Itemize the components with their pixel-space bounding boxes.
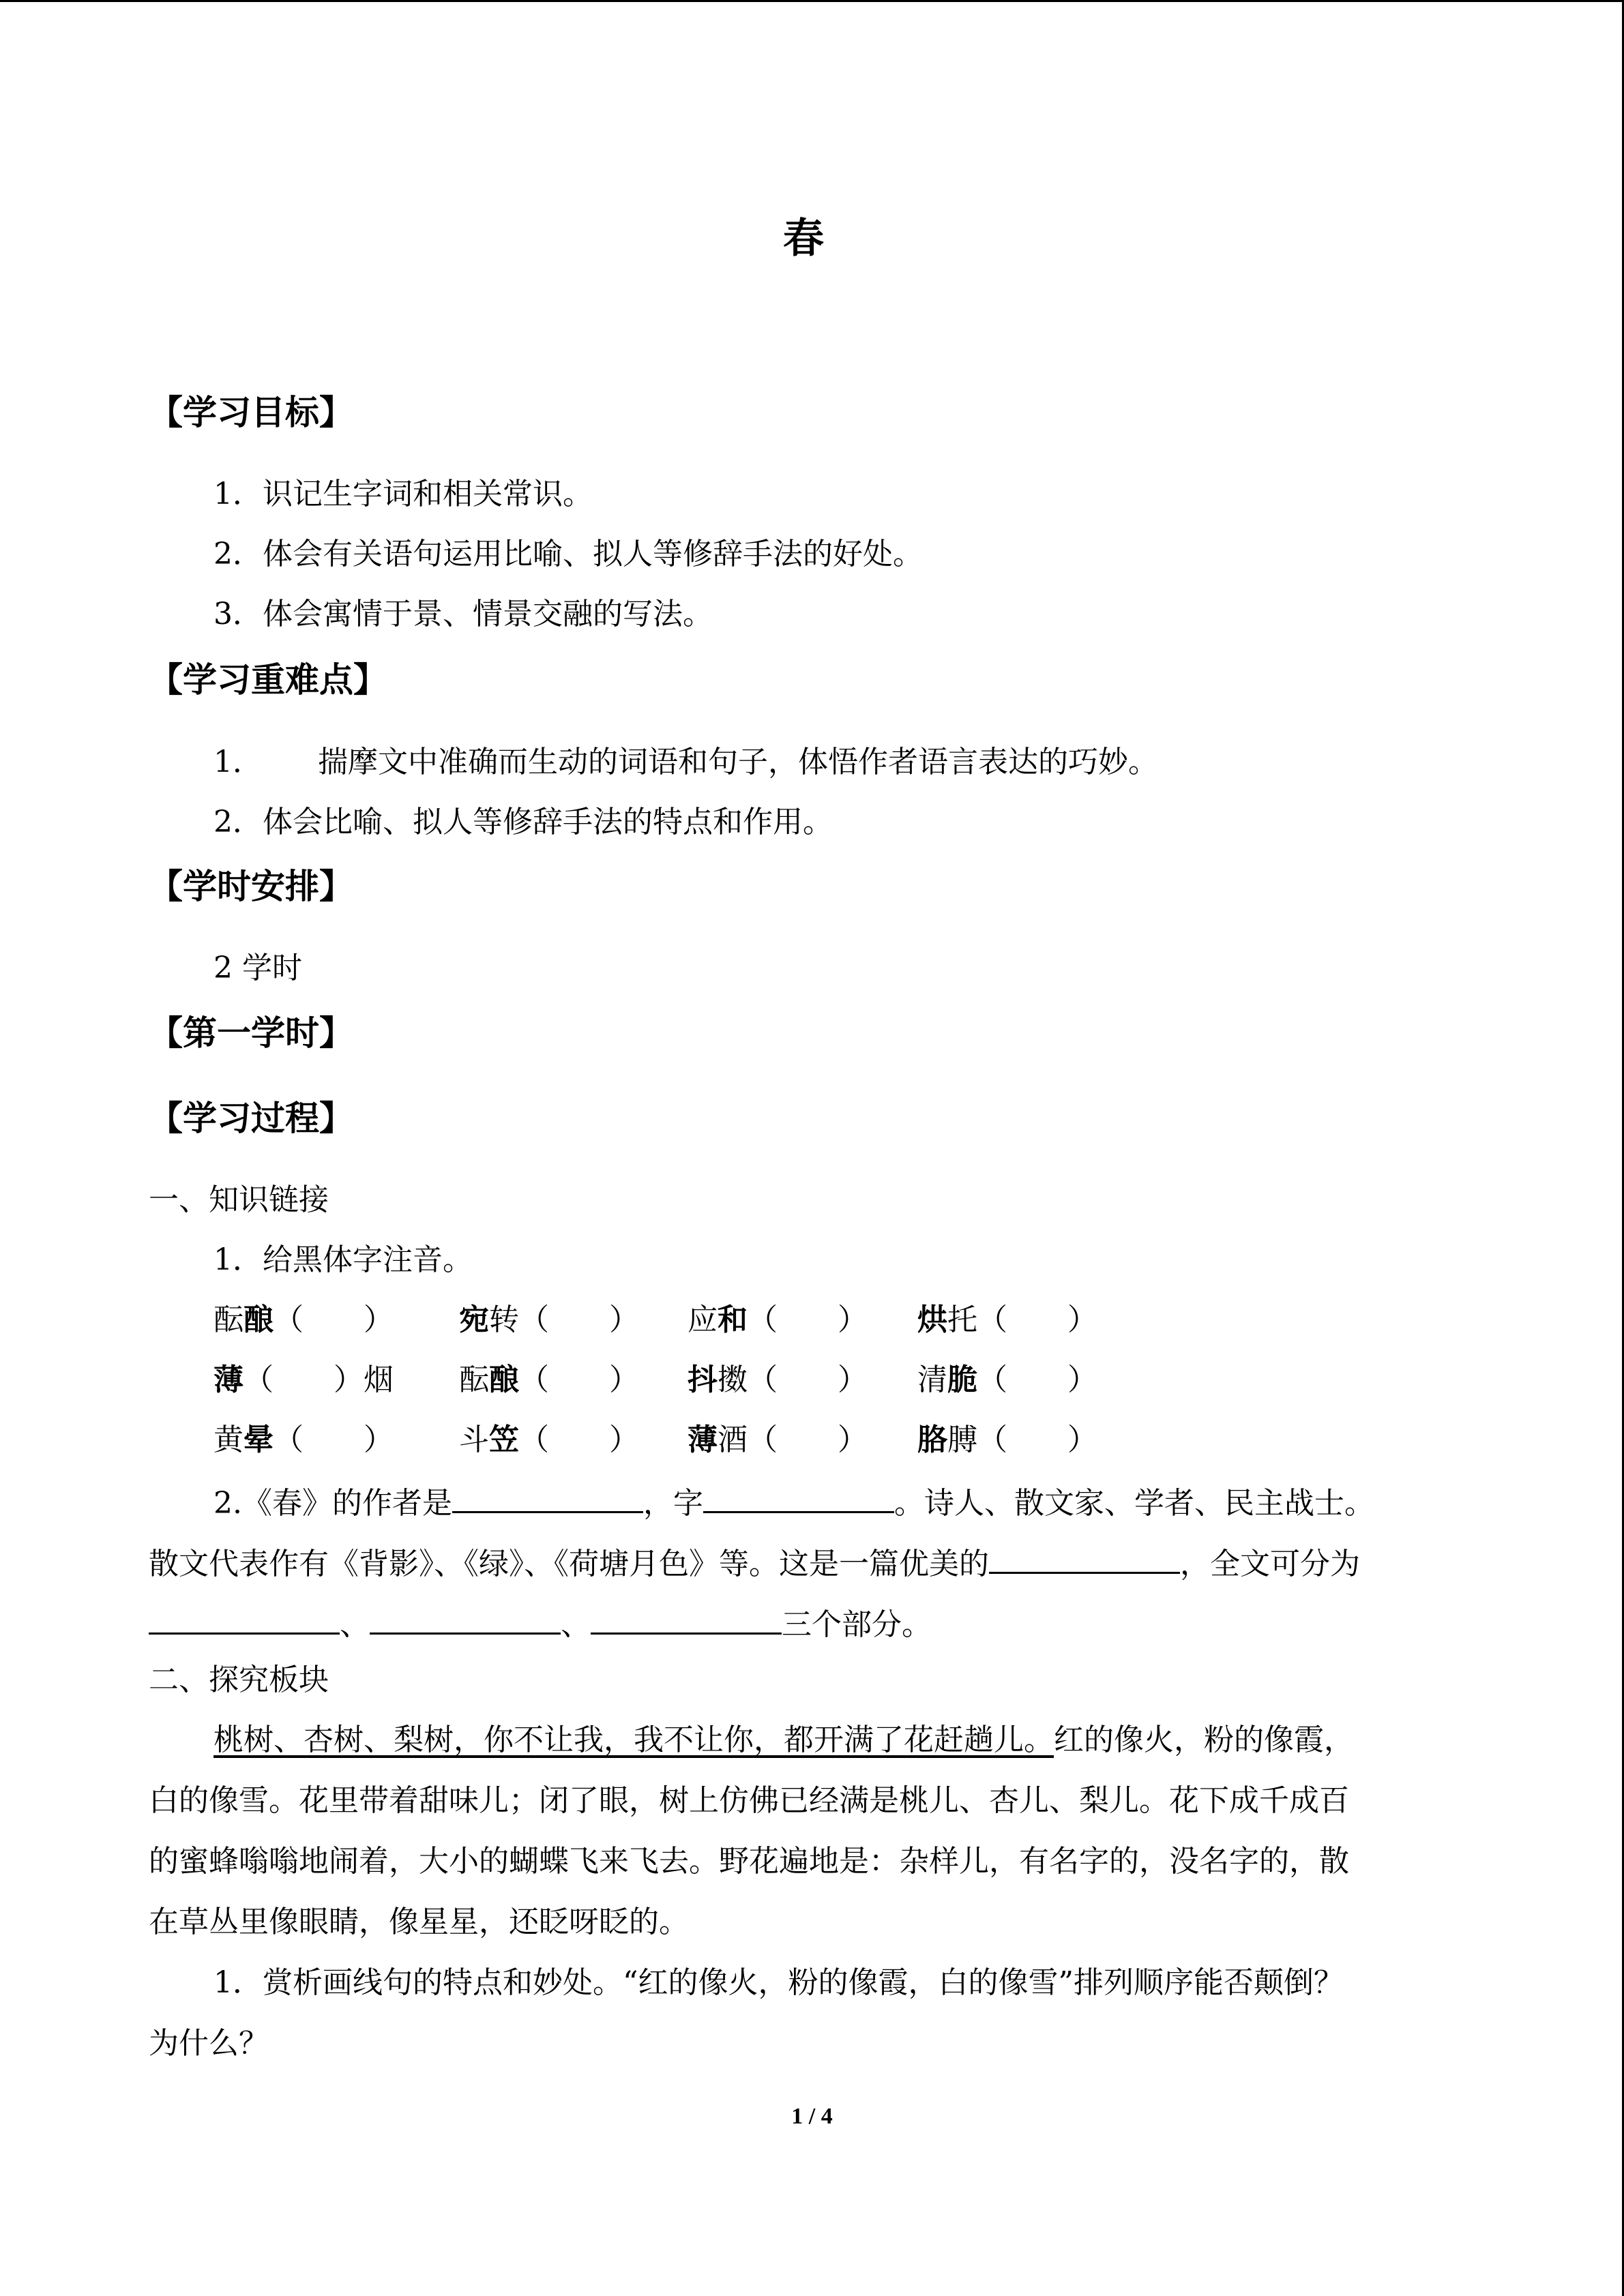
word-item: 斗笠（ ） (459, 1422, 639, 1457)
part1-question-2-line-2: 散文代表作有《背影》、《绿》、《荷塘月色》等。这是一篇优美的 ，全文可分为 (149, 1540, 1360, 1585)
heading-process: 【学习过程】 (149, 1098, 353, 1138)
underlined-sentence: 桃树、杏树、梨树，你不让我，我不让你，都开满了花赶趟儿。 (213, 1723, 1054, 1757)
goal-item-2: 2．体会有关语句运用比喻、拟人等修辞手法的好处。 (213, 537, 923, 571)
fill-blank[interactable] (370, 1601, 561, 1635)
fill-blank[interactable] (591, 1601, 782, 1635)
fill-blank[interactable] (703, 1480, 894, 1513)
fill-blank[interactable] (452, 1480, 643, 1513)
word-item: 酝酿（ ） (213, 1302, 394, 1337)
word-item: 酝酿（ ） (459, 1362, 639, 1397)
passage-line-1: 桃树、杏树、梨树，你不让我，我不让你，都开满了花赶趟儿。红的像火，粉的像霞， (213, 1723, 1354, 1757)
word-item: 抖擞（ ） (688, 1362, 868, 1397)
part2-question-1-continued: 为什么？ (149, 2026, 269, 2061)
goal-item-1: 1．识记生字词和相关常识。 (213, 477, 593, 511)
schedule-text: 2 学时 (213, 951, 302, 985)
word-item: 应和（ ） (688, 1302, 868, 1337)
fill-blank[interactable] (149, 1601, 340, 1635)
word-item: 烘托（ ） (917, 1302, 1097, 1337)
part1-question-2-line-1: 2.《春》的作者是 ，字 。诗人、散文家、学者、民主战士。 (213, 1480, 1374, 1524)
difficulty-item-1-text: 揣摩文中准确而生动的词语和句子，体悟作者语言表达的巧妙。 (318, 745, 1158, 779)
part2-heading: 二、探究板块 (149, 1663, 329, 1697)
word-item: 宛转（ ） (459, 1302, 639, 1337)
part1-heading: 一、知识链接 (149, 1182, 329, 1217)
part1-question-2-line-3: 、 、 三个部分。 (149, 1601, 932, 1645)
difficulty-item-2: 2．体会比喻、拟人等修辞手法的特点和作用。 (213, 805, 833, 839)
word-item: 清脆（ ） (917, 1362, 1097, 1397)
heading-first-period: 【第一学时】 (149, 1013, 353, 1053)
word-item: 薄酒（ ） (688, 1422, 868, 1457)
goal-item-3: 3．体会寓情于景、情景交融的写法。 (213, 597, 713, 631)
passage-line-4: 在草丛里像眼睛，像星星，还眨呀眨的。 (149, 1905, 689, 1939)
passage-line-3: 的蜜蜂嗡嗡地闹着，大小的蝴蝶飞来飞去。野花遍地是：杂样儿，有名字的，没名字的，散 (149, 1844, 1349, 1879)
heading-difficulty: 【学习重难点】 (149, 659, 387, 700)
word-item: 胳膊（ ） (917, 1422, 1097, 1457)
page-border-top (0, 0, 1624, 2)
heading-goals: 【学习目标】 (149, 392, 353, 432)
page-title: 春 (783, 215, 824, 263)
part2-question-1: 1．赏析画线句的特点和妙处。“红的像火，粉的像霞，白的像雪”排列顺序能否颠倒？ (213, 1965, 1344, 2000)
part1-question-1: 1．给黑体字注音。 (213, 1242, 473, 1277)
fill-blank[interactable] (989, 1540, 1180, 1574)
page-number: 1 / 4 (791, 2104, 833, 2129)
word-item: 黄晕（ ） (213, 1422, 394, 1457)
heading-schedule: 【学时安排】 (149, 866, 353, 906)
word-item: 薄（ ）烟 (213, 1362, 394, 1397)
difficulty-item-1-number: 1． (213, 745, 263, 779)
passage-line-2: 白的像雪。花里带着甜味儿；闭了眼，树上仿佛已经满是桃儿、杏儿、梨儿。花下成千成百 (149, 1783, 1349, 1818)
